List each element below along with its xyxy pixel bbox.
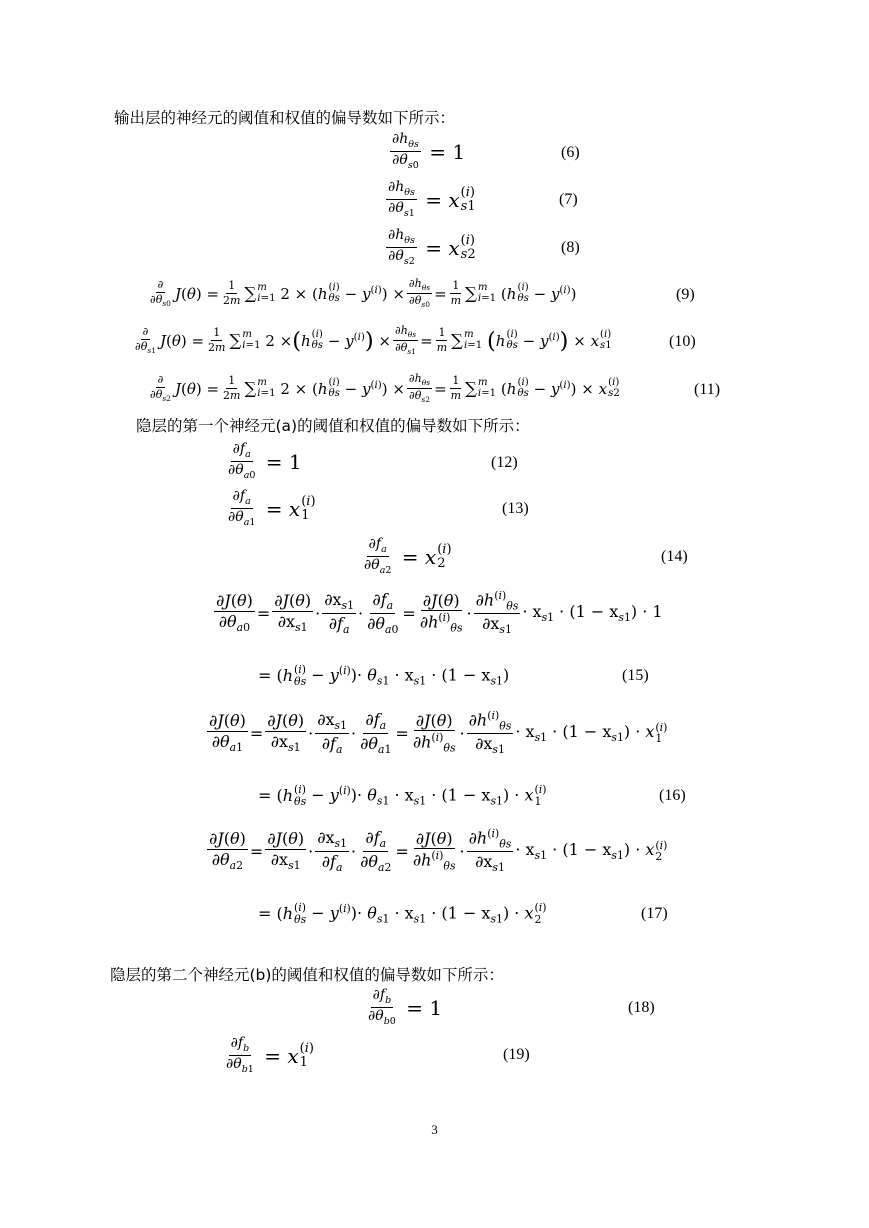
equation-number: (11) xyxy=(694,381,721,398)
equation-number: (16) xyxy=(659,787,686,804)
equation-number: (6) xyxy=(561,144,580,161)
equation-number: (13) xyxy=(502,500,529,517)
output-layer-intro: 输出层的神经元的阈值和权值的偏导数如下所示： xyxy=(114,109,456,127)
equation-number: (14) xyxy=(661,548,688,565)
equation-10: $\frac{\partial}{\partial\theta_{s1}}$ J(θ) = $\frac{1}{2m}$ ∑ m i=1 2 × ( h (i) θs − $y^{(i)}$ ) × $\frac{\partial h_{\theta s}}{\partial\theta_{s1}}$ = $\frac{1}{m}$ ∑ m i=1 ( h (i) θs − $y^{(i)}$ ) × x (i) s1 xyxy=(135,324,612,357)
equation-number: (15) xyxy=(622,667,649,684)
equation-16-line-2: = (h (i) θs − $y^{(i)})\cdot \theta_{s1} \cdot x_{s1} \cdot (1 - x_{s1}) \cdot x$ (i) 1 xyxy=(258,783,547,808)
equation-7: $\frac{\partial h_{\theta s}}{\partial\theta_{s1}}$ = x (i) s1 xyxy=(388,179,476,220)
equation-number: (10) xyxy=(669,333,696,350)
equation-13: $\frac{\partial f_a}{\partial\theta_{a1}}$ = x (i) 1 xyxy=(228,488,316,529)
equation-6: $\frac{\partial h_{\theta s}}{\partial\theta_{s0}}$ = 1 xyxy=(392,131,466,172)
hidden-b-intro: 隐层的第二个神经元(b)的阈值和权值的偏导数如下所示： xyxy=(110,966,504,984)
hidden-a-intro: 隐层的第一个神经元(a)的阈值和权值的偏导数如下所示： xyxy=(136,417,530,435)
equation-number: (7) xyxy=(559,191,578,208)
equation-number: (9) xyxy=(676,286,695,303)
equation-11: $\frac{\partial}{\partial\theta_{s2}}$ J(θ) = $\frac{1}{2m}$ ∑ m i=1 2 × (h (i) θs − $y^{(i)}$) × $\frac{\partial h_{\theta s}}{\partial\theta_{s2}}$ = $\frac{1}{m}$ ∑ m i=1 (h (i) θs − $y^{(i)}) \times x$ (i) s2 xyxy=(150,372,620,405)
equation-15-line-1: $\frac{\partial J(\theta)}{\partial\theta_{a0}}$ = $\frac{\partial J(\theta)}{\partial x_{s1}}$ · $\frac{\partial x_{s1}}{\partial f_a}$ · $\frac{\partial f_a}{\partial\theta_{a0}}$ = $\frac{\partial J(\theta)}{\partial h^{(i)}_{\theta s}}$ · $\frac{\partial h^{(i)}_{\theta s}}{\partial x_{s1}}$ · $x_{s1} \cdot (1 - x_{s1}) \cdot 1$ xyxy=(216,589,663,637)
equation-number: (17) xyxy=(641,905,668,922)
page-number: 3 xyxy=(431,1122,438,1137)
equation-number: (19) xyxy=(503,1046,530,1063)
equation-17-line-1: $\frac{\partial J(\theta)}{\partial\theta_{a2}}$ = $\frac{\partial J(\theta)}{\partial x_{s1}}$ · $\frac{\partial x_{s1}}{\partial f_a}$ · $\frac{\partial f_a}{\partial\theta_{a2}}$ = $\frac{\partial J(\theta)}{\partial h^{(i)}_{\theta s}}$ · $\frac{\partial h^{(i)}_{\theta s}}{\partial x_{s1}}$ · $x_{s1} \cdot (1 - x_{s1}) \cdot x$ (i) 2 xyxy=(209,827,668,875)
equation-number: (8) xyxy=(561,239,580,256)
equation-12: $\frac{\partial f_a}{\partial\theta_{a0}}$ = 1 xyxy=(228,441,302,482)
equation-15-line-2: = (h (i) θs − $y^{(i)})\cdot \theta_{s1} \cdot x_{s1} \cdot (1 - x_{s1})$ xyxy=(258,663,510,688)
equation-17-line-2: = (h (i) θs − $y^{(i)})\cdot \theta_{s1} \cdot x_{s1} \cdot (1 - x_{s1}) \cdot x$ (i) 2 xyxy=(258,901,547,926)
equation-19: $\frac{\partial f_b}{\partial\theta_{b1}}$ = x (i) 1 xyxy=(226,1035,314,1076)
equation-8: $\frac{\partial h_{\theta s}}{\partial\theta_{s2}}$ = x (i) s2 xyxy=(388,227,476,268)
equation-18: $\frac{\partial f_b}{\partial\theta_{b0}}$ = 1 xyxy=(368,987,443,1028)
equation-14: $\frac{\partial f_a}{\partial\theta_{a2}}$ = x (i) 2 xyxy=(364,536,452,577)
equation-9: $\frac{\partial}{\partial\theta_{s0}}$ J(θ) = $\frac{1}{2m}$ ∑ m i=1 2 × (h (i) θs − $y^{(i)}$) × $\frac{\partial h_{\theta s}}{\partial\theta_{s0}}$ = $\frac{1}{m}$ ∑ m i=1 (h (i) θs − $y^{(i)}$) xyxy=(150,277,577,310)
equation-number: (12) xyxy=(491,454,518,471)
equation-16-line-1: $\frac{\partial J(\theta)}{\partial\theta_{a1}}$ = $\frac{\partial J(\theta)}{\partial x_{s1}}$ · $\frac{\partial x_{s1}}{\partial f_a}$ · $\frac{\partial f_a}{\partial\theta_{a1}}$ = $\frac{\partial J(\theta)}{\partial h^{(i)}_{\theta s}}$ · $\frac{\partial h^{(i)}_{\theta s}}{\partial x_{s1}}$ · $x_{s1} \cdot (1 - x_{s1}) \cdot x$ (i) 1 xyxy=(209,709,668,757)
equation-number: (18) xyxy=(628,999,655,1016)
